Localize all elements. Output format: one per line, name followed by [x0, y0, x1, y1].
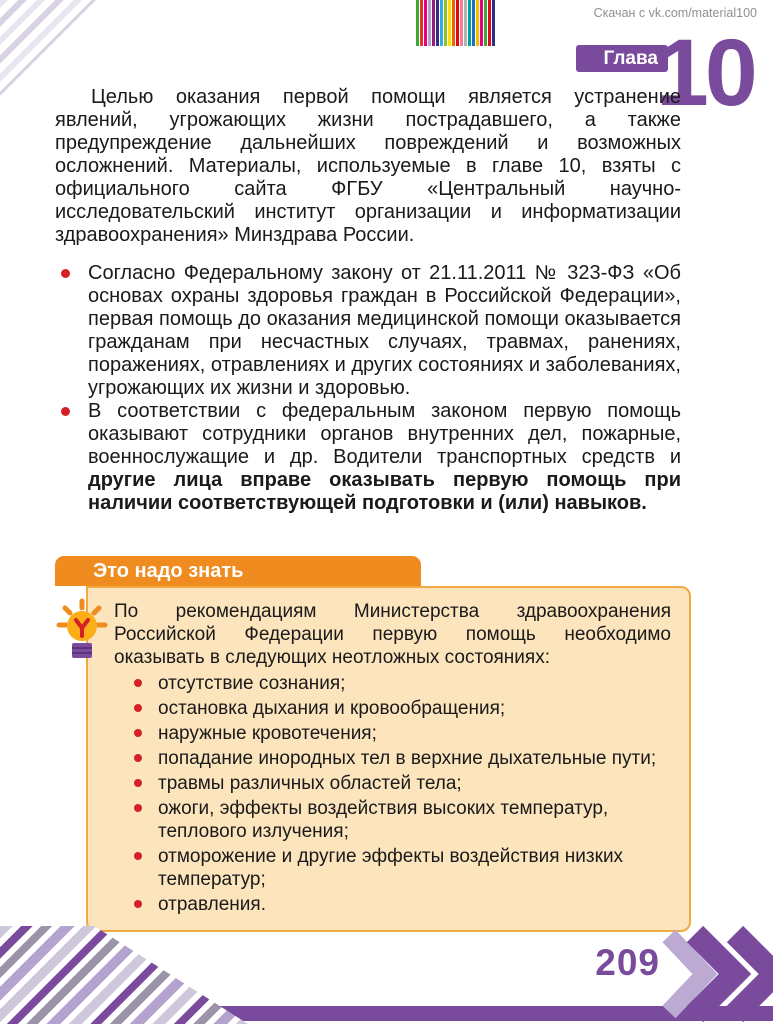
color-bar	[464, 0, 467, 46]
page-number: 209	[595, 942, 660, 983]
color-bar	[484, 0, 487, 46]
callout-item-text: наружные кровотечения;	[158, 723, 377, 744]
callout-list-item	[132, 893, 671, 916]
bullet-icon	[134, 804, 142, 812]
callout-item-text: остановка дыхания и кровообращения;	[158, 698, 506, 719]
bullet-icon	[134, 754, 142, 762]
bullet-icon	[134, 779, 142, 787]
callout-list-item	[132, 672, 671, 695]
bullet-icon	[134, 679, 142, 687]
bullet-icon	[61, 269, 70, 278]
list-item-text: В соответствии с федеральным законом первую помощь оказывают сотрудники органов внутренних дел, пожарные, военнослужащие и др. Водители транспортных средств и другие лица вправе оказывать первую помощь при наличии соответствующей подготовки и (или) навыков.	[88, 400, 681, 514]
color-bar	[456, 0, 459, 46]
watermark-text: Скачан с vk.com/material100	[593, 6, 757, 20]
color-bar	[436, 0, 439, 46]
color-bar	[416, 0, 419, 46]
callout-item-text: ожоги, эффекты воздействия высоких температур, теплового излучения;	[158, 798, 609, 842]
callout-list-item	[132, 797, 671, 843]
color-bar	[472, 0, 475, 46]
callout-list	[114, 672, 671, 916]
color-bar	[460, 0, 463, 46]
callout-list-item	[132, 772, 671, 795]
color-bars-decoration	[416, 0, 495, 46]
color-bar	[492, 0, 495, 46]
callout-item-text: травмы различных областей тела;	[158, 773, 462, 794]
bottom-left-stripes-decoration	[0, 926, 248, 1024]
callout-item-text: попадание инородных тел в верхние дыхательные пути;	[158, 748, 657, 769]
intro-paragraph: Целью оказания первой помощи является устранение явлений, угрожающих жизни пострадавшего, а также предупреждение дальнейших повреждений и возможных осложнений. Материалы, используемые в главе 10, взяты с официального сайта ФГБУ «Центральный научно-исследовательский институт организации и информатизации здравоохранения» Минздрава России.	[55, 86, 681, 246]
color-bar	[440, 0, 443, 46]
color-bar	[476, 0, 479, 46]
callout-list-item	[132, 845, 671, 891]
callout	[55, 556, 693, 932]
callout-intro: По рекомендациям Министерства здравоохранения Российской Федерации первую помощь необходимо оказывать в следующих неотложных состояниях:	[114, 601, 671, 668]
main-content	[55, 86, 681, 515]
callout-list-item	[132, 747, 671, 770]
color-bar	[420, 0, 423, 46]
callout-item-text: отравления.	[158, 894, 266, 915]
bullet-icon	[134, 852, 142, 860]
lightbulb-icon	[56, 598, 108, 662]
callout-item-text: отсутствие сознания;	[158, 673, 346, 694]
color-bar	[428, 0, 431, 46]
color-bar	[468, 0, 471, 46]
bullet-icon	[134, 900, 142, 908]
color-bar	[444, 0, 447, 46]
callout-list-item	[132, 722, 671, 745]
color-bar	[448, 0, 451, 46]
main-bullet-list	[55, 262, 681, 515]
callout-box	[86, 586, 691, 932]
color-bar	[452, 0, 455, 46]
callout-list-item	[132, 697, 671, 720]
chevron-right-icon	[653, 926, 773, 1022]
color-bar	[432, 0, 435, 46]
list-item	[55, 262, 681, 400]
bullet-icon	[134, 704, 142, 712]
bullet-icon	[61, 407, 70, 416]
color-bar	[480, 0, 483, 46]
chapter-label: Глава	[576, 45, 668, 72]
list-item	[55, 400, 681, 515]
callout-banner: Это надо знать	[55, 556, 421, 586]
color-bar	[488, 0, 491, 46]
color-bar	[424, 0, 427, 46]
callout-item-text: отморожение и другие эффекты воздействия низких температур;	[158, 846, 624, 890]
list-item-text: Согласно Федеральному закону от 21.11.2011 № 323-ФЗ «Об основах охраны здоровья граждан в Российской Федерации», первая помощь до оказания медицинской помощи оказывается гражданам при несчастных случаях, травмах, ранениях, поражениях, отравлениях и других состояниях и заболеваниях, угрожающих их жизни и здоровью.	[88, 262, 681, 399]
top-left-stripes-decoration	[0, 0, 96, 96]
chapter-number: 10	[656, 20, 754, 126]
bullet-icon	[134, 729, 142, 737]
